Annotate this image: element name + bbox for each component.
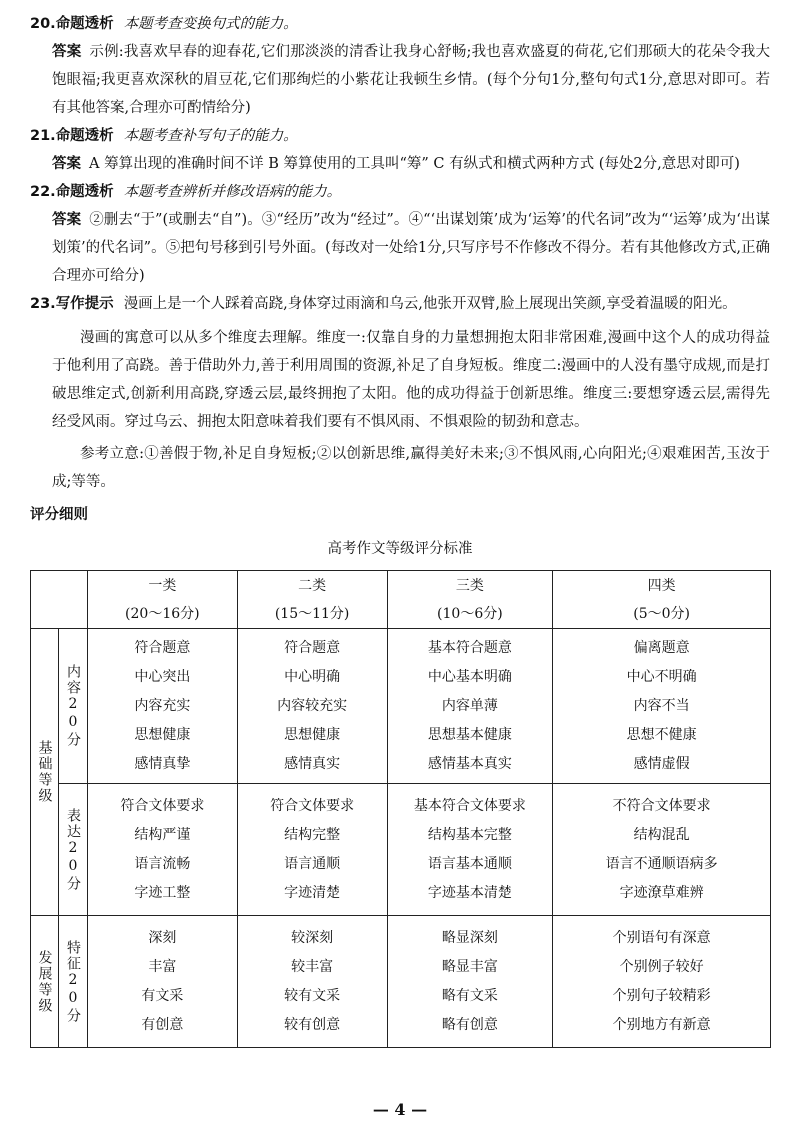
column-header: 二类 (15～11分)	[237, 571, 387, 629]
question-20-hint	[30, 10, 770, 38]
answer-text: ②删去“于”(或删去“自”)。③“经历”改为“经过”。④“‘出谋划策’成为‘运筹’的代名词”改为“‘运筹’成为‘出谋划策’的代名词”。⑤把句号移到引号外面。(每改对一处给1分,只写序号不作修改不得分。若有其他修改方式,正确合理亦可给分)	[52, 212, 771, 284]
feature-cell: 略显深刻 略显丰富 略有文采 略有创意	[387, 916, 553, 1048]
question-number: 22.	[30, 184, 56, 200]
content-label-cell: 内容20分	[58, 629, 87, 784]
feature-row	[31, 916, 771, 1048]
content-row	[31, 629, 771, 784]
column-header: 四类 (5～0分)	[553, 571, 771, 629]
basic-level-cell: 基础等级	[31, 629, 59, 916]
content-cell: 符合题意 中心明确 内容较充实 思想健康 感情真实	[237, 629, 387, 784]
answer-label: 答案	[52, 44, 82, 60]
answer-label: 答案	[52, 156, 81, 172]
hint-label: 命题透析	[55, 16, 114, 32]
page-number: — 4 —	[372, 1100, 428, 1119]
feature-cell: 较深刻 较丰富 较有文采 较有创意	[237, 916, 387, 1048]
column-header: 一类 (20～16分)	[87, 571, 237, 629]
answer-text: 示例:我喜欢早春的迎春花,它们那淡淡的清香让我身心舒畅;我也喜欢盛夏的荷花,它们那硕大的花朵令我大饱眼福;我更喜欢深秋的眉豆花,它们那绚烂的小紫花让我顿生乡情。(每个分句1分,整句句式1分,意思对即可。若有其他答案,合理亦可酌情给分)	[52, 44, 770, 116]
hint-text: 本题考查补写句子的能力。	[123, 128, 298, 144]
feature-cell: 深刻 丰富 有文采 有创意	[87, 916, 237, 1048]
question-number: 23.	[30, 296, 56, 312]
hint-text: 本题考查辨析并修改语病的能力。	[123, 184, 342, 200]
feature-label-cell: 特征20分	[58, 916, 87, 1048]
hint-label: 命题透析	[55, 184, 114, 200]
expression-cell: 不符合文体要求 结构混乱 语言不通顺语病多 字迹潦草难辨	[553, 784, 771, 916]
table-title: 高考作文等级评分标准	[327, 541, 473, 557]
column-header: 三类 (10～6分)	[387, 571, 553, 629]
writing-paragraph-2: 参考立意:①善假于物,补足自身短板;②以创新思维,赢得美好未来;③不惧风雨,心向阳光;④艰难困苦,玉汝于成;等等。	[52, 446, 770, 490]
answer-text: A 筹算出现的准确时间不详 B 筹算使用的工具叫“筹” C 有纵式和横式两种方式 (每处2分,意思对即可)	[89, 156, 740, 172]
question-23-hint	[30, 290, 770, 318]
question-21-answer	[30, 150, 770, 178]
question-20-answer	[30, 38, 770, 122]
expression-row	[31, 784, 771, 916]
hint-label: 命题透析	[55, 128, 114, 144]
grading-table	[30, 570, 771, 1048]
writing-paragraph-1: 漫画的寓意可以从多个维度去理解。维度一:仅靠自身的力量想拥抱太阳非常困难,漫画中这个人的成功得益于他利用了高跷。善于借助外力,善于利用周围的资源,补足了自身短板。维度二:漫画中的人没有墨守成规,而是打破思维定式,创新利用高跷,穿透云层,最终拥抱了太阳。他的成功得益于创新思维。维度三:要想穿透云层,需得先经受风雨。穿过乌云、拥抱太阳意味着我们要有不惧风雨、不惧艰险的韧劲和意志。	[52, 330, 770, 430]
header-row	[31, 571, 771, 629]
answer-label: 答案	[52, 212, 82, 228]
question-number: 20.	[30, 16, 56, 32]
corner-cell	[31, 571, 88, 629]
section-title: 评分细则	[30, 507, 88, 523]
question-22-answer	[30, 206, 770, 290]
expression-label-cell: 表达20分	[58, 784, 87, 916]
question-number: 21.	[30, 128, 56, 144]
question-22-hint	[30, 178, 770, 206]
content-cell: 基本符合题意 中心基本明确 内容单薄 思想基本健康 感情基本真实	[387, 629, 553, 784]
expression-cell: 符合文体要求 结构完整 语言通顺 字迹清楚	[237, 784, 387, 916]
expression-cell: 基本符合文体要求 结构基本完整 语言基本通顺 字迹基本清楚	[387, 784, 553, 916]
content-cell: 符合题意 中心突出 内容充实 思想健康 感情真挚	[87, 629, 237, 784]
feature-cell: 个别语句有深意 个别例子较好 个别句子较精彩 个别地方有新意	[553, 916, 771, 1048]
dev-level-cell: 发展等级	[31, 916, 59, 1048]
expression-cell: 符合文体要求 结构严谨 语言流畅 字迹工整	[87, 784, 237, 916]
question-21-hint	[30, 122, 770, 150]
hint-text: 漫画上是一个人踩着高跷,身体穿过雨滴和乌云,他张开双臂,脸上展现出笑颜,享受着温暖的阳光。	[123, 296, 737, 312]
content-cell: 偏离题意 中心不明确 内容不当 思想不健康 感情虚假	[553, 629, 771, 784]
hint-label: 写作提示	[55, 296, 114, 312]
hint-text: 本题考查变换句式的能力。	[123, 16, 298, 32]
